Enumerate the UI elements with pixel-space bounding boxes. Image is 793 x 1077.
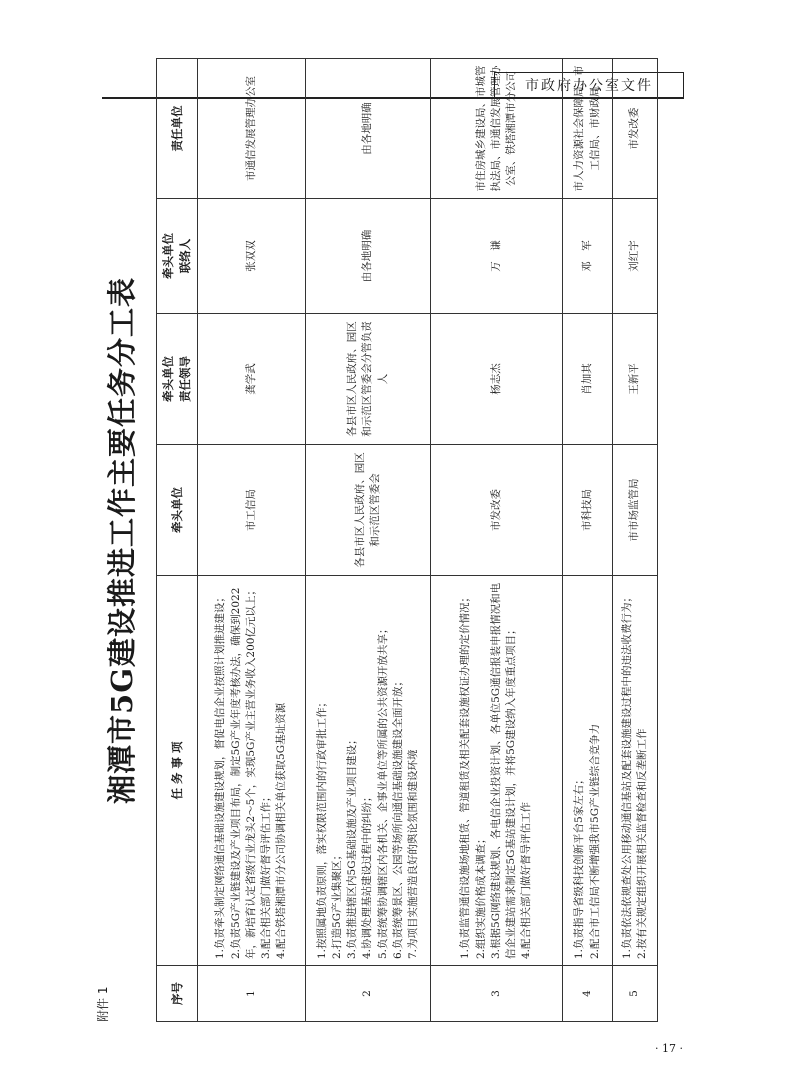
task-item: 7.为项目实施营造良好的舆论氛围和建设环境: [407, 749, 420, 959]
task-item: 1.按照属地负责原则，落实权限范围内的行政审批工作；: [315, 696, 328, 959]
attachment-label: 附件 1: [96, 986, 110, 1022]
task-item: 2.按有关规定组织开展相关监督检查和反垄断工作: [636, 728, 648, 959]
task-items: [613, 576, 658, 966]
lead-leader: 肖加其: [563, 314, 613, 445]
task-item: 2.配合市工信局不断增强我市5G产业链综合竞争力: [588, 723, 601, 959]
table-header-row: [157, 59, 198, 1022]
task-item: 1.负责监管通信设施场地租赁、管道租赁及相关配套设施权证办理的定价情况；: [459, 591, 472, 959]
table-row: [563, 59, 613, 1022]
lead-unit: 各县市区人民政府、园区和示范区管委会: [306, 445, 431, 576]
task-items: [198, 576, 306, 966]
row-number: 2: [306, 966, 431, 1022]
col-header-lead-leader: 牵头单位 责任领导: [157, 314, 198, 445]
task-item: 6.负责统筹景区、公园等场所向通信基础设施建设全面开放；: [391, 675, 404, 959]
lead-unit: 市市场监管局: [613, 445, 658, 576]
task-item: 2.组织实施价格成本调查；: [474, 833, 487, 959]
table-row: [306, 59, 431, 1022]
table-row: [431, 59, 563, 1022]
task-item: 3.负责推进辖区内5G基础设施及产业项目建设；: [346, 734, 359, 959]
col-header-liaison: 牵头单位 联络人: [157, 199, 198, 314]
task-item: 4.配合铁塔湘潭市分公司协调相关单位获取5G基址资源: [275, 702, 288, 959]
document-type-label: 市政府办公室文件: [494, 72, 684, 97]
responsible-units: 由各地明确: [306, 59, 431, 199]
rotated-page-content: [94, 59, 648, 1022]
liaison: 张双双: [198, 199, 306, 314]
lead-unit: 市科技局: [563, 445, 613, 576]
task-items: [306, 576, 431, 966]
task-items: [563, 576, 613, 966]
liaison: 刘红宇: [613, 199, 658, 314]
task-item: 1.负责指导省级科技创新平台5家左右；: [573, 774, 586, 959]
task-item: 3.配合相关部门做好督导评估工作；: [260, 791, 273, 959]
table-row: [198, 59, 306, 1022]
col-header-lead-unit: 牵头单位: [157, 445, 198, 576]
responsible-units: 市住房城乡建设局、市城管执法局、市通信发展管理办公室、铁塔湘潭市分公司: [431, 59, 563, 199]
row-number: 4: [563, 966, 613, 1022]
lead-unit: 市发改委: [431, 445, 563, 576]
task-item: 3.根据5G网络建设规划、各电信企业投资计划、各单位5G通信报装申报情况和电信企业建站需求制定5G基站建设计划，并将5G建设纳入年度重点项目；: [489, 582, 518, 959]
responsible-units: 市发改委: [613, 59, 658, 199]
table-title: 湘潭市5G建设推进工作主要任务分工表: [105, 277, 139, 804]
task-division-table: [156, 58, 658, 1022]
task-item: 4.协调处理基站建设过程中的纠纷；: [361, 791, 374, 959]
lead-leader: 各县市区人民政府、园区和示范区管委会分管负责人: [306, 314, 431, 445]
col-header-responsible-units: 责任单位: [157, 59, 198, 199]
task-item: 5.负责统筹协调辖区内各机关、企事业单位等所属的公共资源开放共享；: [376, 623, 389, 959]
liaison: 由各地明确: [306, 199, 431, 314]
row-number: 5: [613, 966, 658, 1022]
table-row: [613, 59, 658, 1022]
task-item: 1.负责牵头制定网络通信基础设施建设规划，督促电信企业按照计划推进建设；: [214, 591, 227, 959]
row-number: 3: [431, 966, 563, 1022]
task-item: 4.配合相关部门做好督导评估工作: [520, 801, 533, 959]
lead-leader: 龚学武: [198, 314, 306, 445]
task-item: 1.负责依法依规查处公用移动通信基站及配套设施建设过程中的违法收费行为；: [620, 591, 633, 959]
col-header-no: 序号: [157, 966, 198, 1022]
col-header-tasks: 任 务 事 项: [157, 576, 198, 966]
task-item: 2.负责5G产业链建设及产业项目布局，制定5G产业年度考核办法，确保到2022年，新培育认定省级行业龙头2～5个，实现5G产业主营业务收入200亿元以上；: [229, 585, 257, 959]
task-items: [431, 576, 563, 966]
liaison: 邓 军: [563, 199, 613, 314]
responsible-units: 市通信发展管理办公室: [198, 59, 306, 199]
row-number: 1: [198, 966, 306, 1022]
liaison: 万 谦: [431, 199, 563, 314]
lead-leader: 杨志杰: [431, 314, 563, 445]
task-item: 2.打造5G产业集聚区；: [330, 849, 343, 959]
lead-unit: 市工信局: [198, 445, 306, 576]
page-number: · 17 ·: [655, 1042, 683, 1055]
lead-leader: 王新平: [613, 314, 658, 445]
responsible-units: 市人力资源社会保障局、市工信局、市财政局: [563, 59, 613, 199]
